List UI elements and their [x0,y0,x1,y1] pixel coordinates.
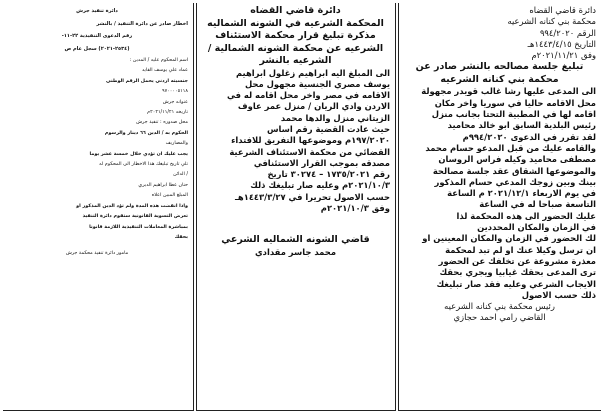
notice-title: تبليغ جلسة مصالحه بالنشر صادر عن [415,61,584,73]
body-line: حنان عطا ابراهيم الديري [138,181,188,188]
body-line: الزيتاني منزل والدها محمد [280,112,390,123]
body-line: عنوانه جرش [162,98,188,105]
body-line: واذا انقضت هذه المدة ولم تؤد الدين المذكور او [76,202,188,209]
body-line: ان ترسل وكيلا عنك او لم تبد لمحكمة [445,244,596,255]
body-line: القضائي من محكمة الاستئناف الشرعية [229,146,390,157]
body-line: بحقك [174,233,188,240]
notice-title: مذكرة تبليغ قرار محكمة الاستئناف [215,30,376,41]
notice-title: (۲۰۲۱-۲٥٣٤) سجل عام ص [64,45,130,52]
notice-title: الشرعيه عن محكمة الشونه الشمالية / [207,42,384,54]
body-line: حسب الاصول تحريرا في ۱٤٤۳/۳/۲۷هـ [235,191,390,202]
body-line: والمصاريف [165,140,188,147]
notice-column-north-shouna [196,3,396,411]
body-line: في الزمان والمكان المحددين [477,222,596,233]
body-line: ذلك حسب الاصول [521,289,596,300]
body-line: بينك وبين زوجك المدعي حسام المذكور [434,176,596,187]
notice-title: رقم الدعوى التنفيذية ۲۲-۱۱- [61,33,133,39]
body-line: مصطفى محاميد وكيله فراس الروسان [438,154,596,165]
body-line: الاقامه في مصر واخر محل اقامه له في [227,90,390,101]
body-line: محل الاقامه حاليا في سوريا واخر مكان [434,97,596,108]
signature-line: مامور دائرة تنفيذ محكمة جرش [65,250,129,257]
body-line: والموضوعها الشقاق عقد جلسة مصالحة [432,165,596,176]
notice-column-bani-kinana [398,3,601,411]
header-line: دائرة قاضي القضاه [250,5,341,16]
header-line: دائرة تنفيذ جرش [76,8,118,14]
body-line: / الدائن [173,171,188,178]
signature-line: محمد جاسر مقدادي [254,246,337,257]
body-line: بمباشرة المعاملات التنفيذية اللازمة قانونا [89,223,188,230]
body-line: تاريخه ۲۰۲۱/۱۱/۲۱م [147,109,188,116]
notice-title: الشرعيه بالنشر [259,55,332,66]
header-line: محكمة بني كنانه الشرعيه [507,16,596,27]
body-line: حيث عادت القضية رقم اساس [266,123,390,134]
header-line: دائرة قاضي القضاه [529,5,596,15]
body-line: اسم المحكوم عليه / المدين : [129,57,188,63]
body-line: عليك الحضور الى هذه المحكمة لذا [456,210,596,221]
column-bottom-rule [3,410,193,411]
body-line: مصدقه بموجب القرار الاستئنافي [253,157,390,168]
body-line: الى المدعى عليها رشا غالب قويدر مجهولة [421,86,596,97]
body-line: اقامه لها في المطبية التحتا بجانب منزل [431,109,596,120]
body-line: ۲۰۲۱/۱۰/۳م وعليه صار تبليغك ذلك [250,180,390,191]
body-line: محل صدوره : تنفيذ جرش [136,119,188,126]
body-line: يجب عليك ان تؤدي خلال خمسة عشر يوما [89,150,188,157]
column-bottom-rule [197,410,395,411]
header-line: التاريخ ۱٤٤۳/٤/۱٥هـ [527,38,596,49]
signature-line: القاضي رامي احمد حجازي [453,312,546,323]
notice-column-jerash-execution [3,3,194,411]
body-line: يوسف مصري الجنسية مجهول محل [244,78,390,89]
body-line: المبلغ المبين اعلاه [151,192,188,199]
body-line: رئيس البلدية السابق ابو خالد محاميد [447,120,596,131]
body-line: رقم ۱۷۳٥/۲۰۲۱ – ۳۰۲۷٤ تاريخ [267,169,390,180]
header-line: وفق ۲۰۲۱/۱۱/۲۱م [531,50,596,61]
body-line: التاسعة صباحا له في الساعة [479,199,596,210]
body-line: في يوم الاربعاء ۲۰۲۱/۱۲/۱ م الساعة [447,188,596,199]
body-line: لك الحضور في الزمان والمكان المعينين او [422,233,596,244]
signature-line: قاضي الشونه الشماليه الشرعي [221,234,370,246]
body-line: الايجاب الشرعي وعليه فقد صار تبليغك [436,278,596,289]
header-line: الرقم ۹۹٤/۲۰۲۰ [539,27,596,38]
body-line: جنسيته اردني يحمل الرقم الوطني [106,77,188,84]
body-line: والقامه عليك من قبل المدعو حسام محمد [425,142,596,153]
body-line: ترى المدعى بحقك غيابيا ويجري بحقك [439,267,596,278]
body-line: ۹۷۰۰۰۰٥۱۱۸ [161,88,188,95]
body-line: وفق ۲۰۲۱/۱۰/۳م [320,203,390,214]
body-line: الحكوم به / الدين ٦٦ دينار والرسوم [104,129,188,136]
header-line: المحكمة الشرعيه في الشونه الشماليه [207,17,384,29]
notice-title: محكمة بني كنانه الشرعيه [440,73,559,85]
notice-title: اخطار صادر عن دائرة التنفيذ / بالنشر [96,20,188,27]
body-line: الاردن وادي الريان / منزل عمر عاوف [237,101,390,112]
body-line: عماد علي يوسف القايد [141,67,188,74]
body-line: الى المبلغ اليه ابراهيم زغلول ابراهيم [235,67,390,78]
body-line: لقد تقرر في الدعوى ۹۹٤/۲۰۲۰م [462,131,596,142]
signature-line: رئيس محكمة بني كنانه الشرعيه [444,301,555,312]
column-bottom-rule [399,410,601,411]
body-line: ۱۹۷/۲۰۲۰م وموضوعها التفريق للافتداء [231,135,390,146]
body-line: تعرض التسوية القانونية ستقوم دائرة التنفيذ [82,213,188,220]
body-line: تلي تاريخ تبليغك هذا الاخطار الى المحكوم له [99,161,188,168]
body-line: معذرة مشروعة عن تخلفك عن الحضور [438,255,596,266]
